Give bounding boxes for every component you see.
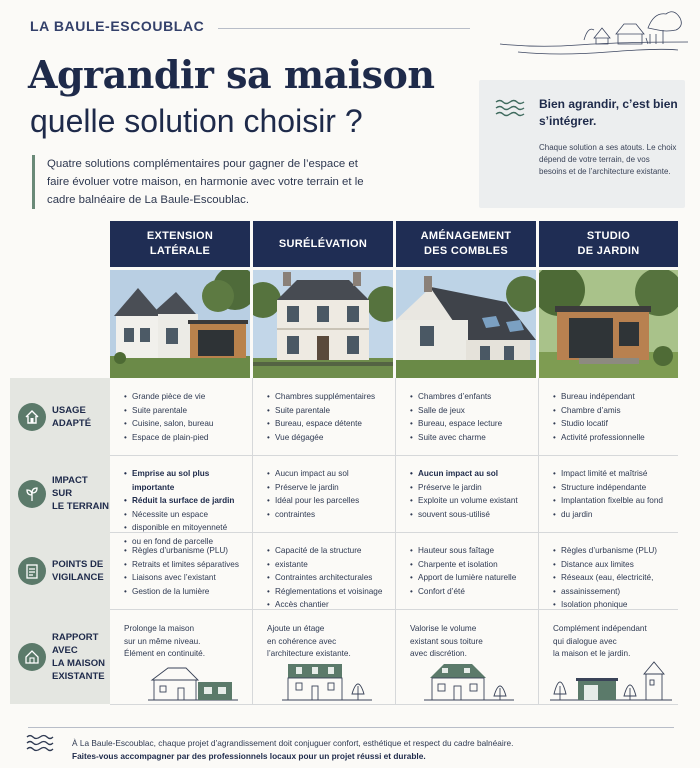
row-label-line2: VIGILANCE bbox=[52, 571, 104, 583]
column-header-line2: DES COMBLES bbox=[424, 245, 508, 257]
column-header-extension bbox=[110, 221, 250, 267]
cell-impact-combles bbox=[396, 455, 538, 521]
row-label-impact bbox=[10, 455, 110, 532]
cell-rapport-combles bbox=[396, 609, 538, 661]
note-line: sur un même niveau. bbox=[124, 636, 201, 646]
photo-extension-laterale bbox=[110, 270, 250, 378]
list-item-continuation: • assainissement) bbox=[555, 585, 678, 599]
footer-cta: Faites-vous accompagner par des professionnels locaux pour un projet réussi et durable. bbox=[72, 751, 426, 761]
list-item: • Bureau indépendant bbox=[555, 390, 678, 404]
column-header-line1: AMÉNAGEMENT bbox=[420, 230, 512, 242]
list-item: • Distance aux limites bbox=[555, 558, 678, 572]
list-item: • Suite avec charme bbox=[412, 431, 538, 445]
note-line: la maison et le jardin. bbox=[553, 649, 631, 658]
row-label-usage bbox=[10, 378, 110, 455]
grid-line bbox=[110, 704, 678, 705]
list-item-continuation: • contraintes bbox=[269, 508, 395, 522]
house-icon bbox=[18, 403, 46, 431]
list-item: • Réduit la surface de jardin bbox=[126, 494, 252, 508]
list-item: • Implantation fixelble au fond bbox=[555, 494, 678, 508]
list-item: • Exploite un volume existant bbox=[412, 494, 538, 508]
row-label-line2: ADAPTÉ bbox=[52, 417, 92, 429]
list-item: • Apport de lumière naturelle bbox=[412, 571, 538, 585]
note-line: Valorise le volume bbox=[410, 624, 477, 633]
cell-rapport-extension bbox=[110, 609, 252, 661]
list-item-continuation: • disponible en mitoyenneté bbox=[126, 521, 252, 535]
cell-usage-studio bbox=[539, 378, 678, 444]
row-label-vigilance bbox=[10, 532, 110, 609]
cell-rapport-studio bbox=[539, 609, 678, 661]
row-label-line2: LE TERRAIN bbox=[52, 501, 109, 512]
surelevation-house-drawing bbox=[282, 658, 372, 702]
list-item: • Hauteur sous faîtage bbox=[412, 544, 538, 558]
cell-usage-surelevation bbox=[253, 378, 395, 444]
list-item: • Réglementations et voisinage bbox=[269, 585, 395, 599]
list-item: • Liaisons avec l’existant bbox=[126, 571, 252, 585]
note-line: existant sous toiture bbox=[410, 636, 483, 646]
row-label-line1: POINTS DE bbox=[52, 558, 104, 570]
list-item: • Capacité de la structure bbox=[269, 544, 395, 558]
row-label-line2: LA MAISON bbox=[52, 657, 105, 669]
list-item: • Structure indépendante bbox=[555, 481, 678, 495]
cell-rapport-surelevation bbox=[253, 609, 395, 661]
note-line: Élément en continuité. bbox=[124, 649, 206, 658]
column-header-line2: DE JARDIN bbox=[577, 245, 640, 257]
cell-vigilance-extension bbox=[110, 532, 252, 598]
list-item: • Bureau, espace lecture bbox=[412, 417, 538, 431]
cell-vigilance-studio bbox=[539, 532, 678, 612]
note-line: qui dialogue avec bbox=[553, 636, 617, 646]
list-item: • Gestion de la lumière bbox=[126, 585, 252, 599]
page-title: Agrandir sa maison bbox=[28, 52, 435, 97]
column-header-line1: STUDIO bbox=[586, 230, 631, 242]
list-item: • Aucun impact au sol bbox=[269, 467, 395, 481]
note-line: Ajoute un étage bbox=[267, 624, 325, 633]
cell-usage-combles bbox=[396, 378, 538, 444]
cell-impact-surelevation bbox=[253, 455, 395, 521]
footer-divider bbox=[28, 727, 674, 728]
list-item: • Suite parentale bbox=[269, 404, 395, 418]
column-header-line1: SURÉLÉVATION bbox=[278, 237, 368, 250]
studio-house-drawing bbox=[550, 656, 672, 702]
list-item: • Bureau, espace détente bbox=[269, 417, 395, 431]
row-label-line1: USAGE bbox=[52, 404, 86, 416]
note-line: Prolonge la maison bbox=[124, 624, 195, 633]
list-item: • Espace de plain-pied bbox=[126, 431, 252, 445]
coastal-sketch-illustration bbox=[498, 4, 688, 60]
list-item: • Règles d’urbanisme (PLU) bbox=[126, 544, 252, 558]
list-item-continuation: • du jardin bbox=[555, 508, 678, 522]
list-item: • Retraits et limites séparatives bbox=[126, 558, 252, 572]
list-item: • Confort d’été bbox=[412, 585, 538, 599]
list-item: • Aucun impact au sol bbox=[412, 467, 538, 481]
extension-house-drawing bbox=[148, 664, 238, 702]
cell-vigilance-combles bbox=[396, 532, 538, 598]
row-label-rapport bbox=[10, 609, 110, 704]
callout-body: Chaque solution a ses atouts. Le choix dépend de votre terrain, de vos besoins et de l’architecture existante. bbox=[539, 143, 677, 176]
footer-text: À La Baule-Escoublac, chaque projet d’agrandissement doit conjuguer confort, esthétique et respect du cadre balnéaire. bbox=[72, 738, 514, 748]
home-outline-icon bbox=[18, 643, 46, 671]
list-item: • Cuisine, salon, bureau bbox=[126, 417, 252, 431]
list-item: • Règles d’urbanisme (PLU) bbox=[555, 544, 678, 558]
note-line: l’architecture existante. bbox=[267, 649, 351, 658]
region-label: LA BAULE-ESCOUBLAC bbox=[30, 18, 205, 34]
list-item-continuation: • souvent sous-utilisé bbox=[412, 508, 538, 522]
list-item: • Suite parentale bbox=[126, 404, 252, 418]
list-item-continuation: • existante bbox=[269, 558, 395, 572]
list-item: • Emprise au sol plus importante bbox=[126, 467, 252, 494]
row-label-line1: IMPACT SUR bbox=[52, 475, 88, 499]
intro-paragraph: Quatre solutions complémentaires pour gagner de l’espace et faire évoluer votre maison, en harmonie avec votre terrain et le cadre balnéaire de La Baule-Escoublac. bbox=[32, 155, 372, 209]
list-item: • Chambre d’amis bbox=[555, 404, 678, 418]
cell-usage-extension bbox=[110, 378, 252, 444]
list-item-continuation: • ou en fond de parcelle bbox=[126, 535, 252, 549]
checklist-icon bbox=[18, 557, 46, 585]
list-item: • Activité professionnelle bbox=[555, 431, 678, 445]
callout-title: Bien agrandir, c’est bien s’intégrer. bbox=[539, 97, 678, 128]
note-line: en cohérence avec bbox=[267, 636, 337, 646]
column-header-line1: EXTENSION bbox=[146, 230, 214, 242]
waves-icon bbox=[26, 733, 54, 753]
list-item: • Préserve le jardin bbox=[269, 481, 395, 495]
callout-box bbox=[479, 80, 685, 208]
list-item: • Préserve le jardin bbox=[412, 481, 538, 495]
list-item: • Chambres d’enfants bbox=[412, 390, 538, 404]
note-line: Complément indépendant bbox=[553, 624, 647, 633]
cell-impact-studio bbox=[539, 455, 678, 521]
list-item: • Chambres supplémentaires bbox=[269, 390, 395, 404]
page-subtitle: quelle solution choisir ? bbox=[30, 103, 363, 139]
list-item: • Idéal pour les parcelles bbox=[269, 494, 395, 508]
list-item: • Charpente et isolation bbox=[412, 558, 538, 572]
cell-vigilance-surelevation bbox=[253, 532, 395, 612]
row-label-line1: RAPPORT AVEC bbox=[52, 631, 99, 656]
sprout-icon bbox=[18, 480, 46, 508]
header-divider bbox=[218, 28, 470, 29]
column-header-surelevation bbox=[253, 221, 393, 267]
photo-studio-jardin bbox=[539, 270, 678, 378]
column-header-line2: LATÉRALE bbox=[149, 245, 211, 257]
list-item: • Studio locatif bbox=[555, 417, 678, 431]
list-item: • Grande pièce de vie bbox=[126, 390, 252, 404]
row-label-line3: EXISTANTE bbox=[52, 670, 105, 682]
column-header-combles bbox=[396, 221, 536, 267]
list-item: • Vue dégagée bbox=[269, 431, 395, 445]
list-item: • Salle de jeux bbox=[412, 404, 538, 418]
note-line: avec discrétion. bbox=[410, 649, 467, 658]
column-header-studio bbox=[539, 221, 678, 267]
photo-surelevation bbox=[253, 270, 393, 378]
list-item: • Nécessite un espace bbox=[126, 508, 252, 522]
waves-icon bbox=[495, 98, 525, 118]
list-item: • Réseaux (eau, électricité, bbox=[555, 571, 678, 585]
photo-amenagement-combles bbox=[396, 270, 536, 378]
list-item: • Accès chantier bbox=[269, 598, 395, 612]
list-item: • Isolation phonique bbox=[555, 598, 678, 612]
list-item: • Impact limité et maîtrisé bbox=[555, 467, 678, 481]
combles-house-drawing bbox=[424, 660, 514, 702]
list-item: • Contraintes architecturales bbox=[269, 571, 395, 585]
